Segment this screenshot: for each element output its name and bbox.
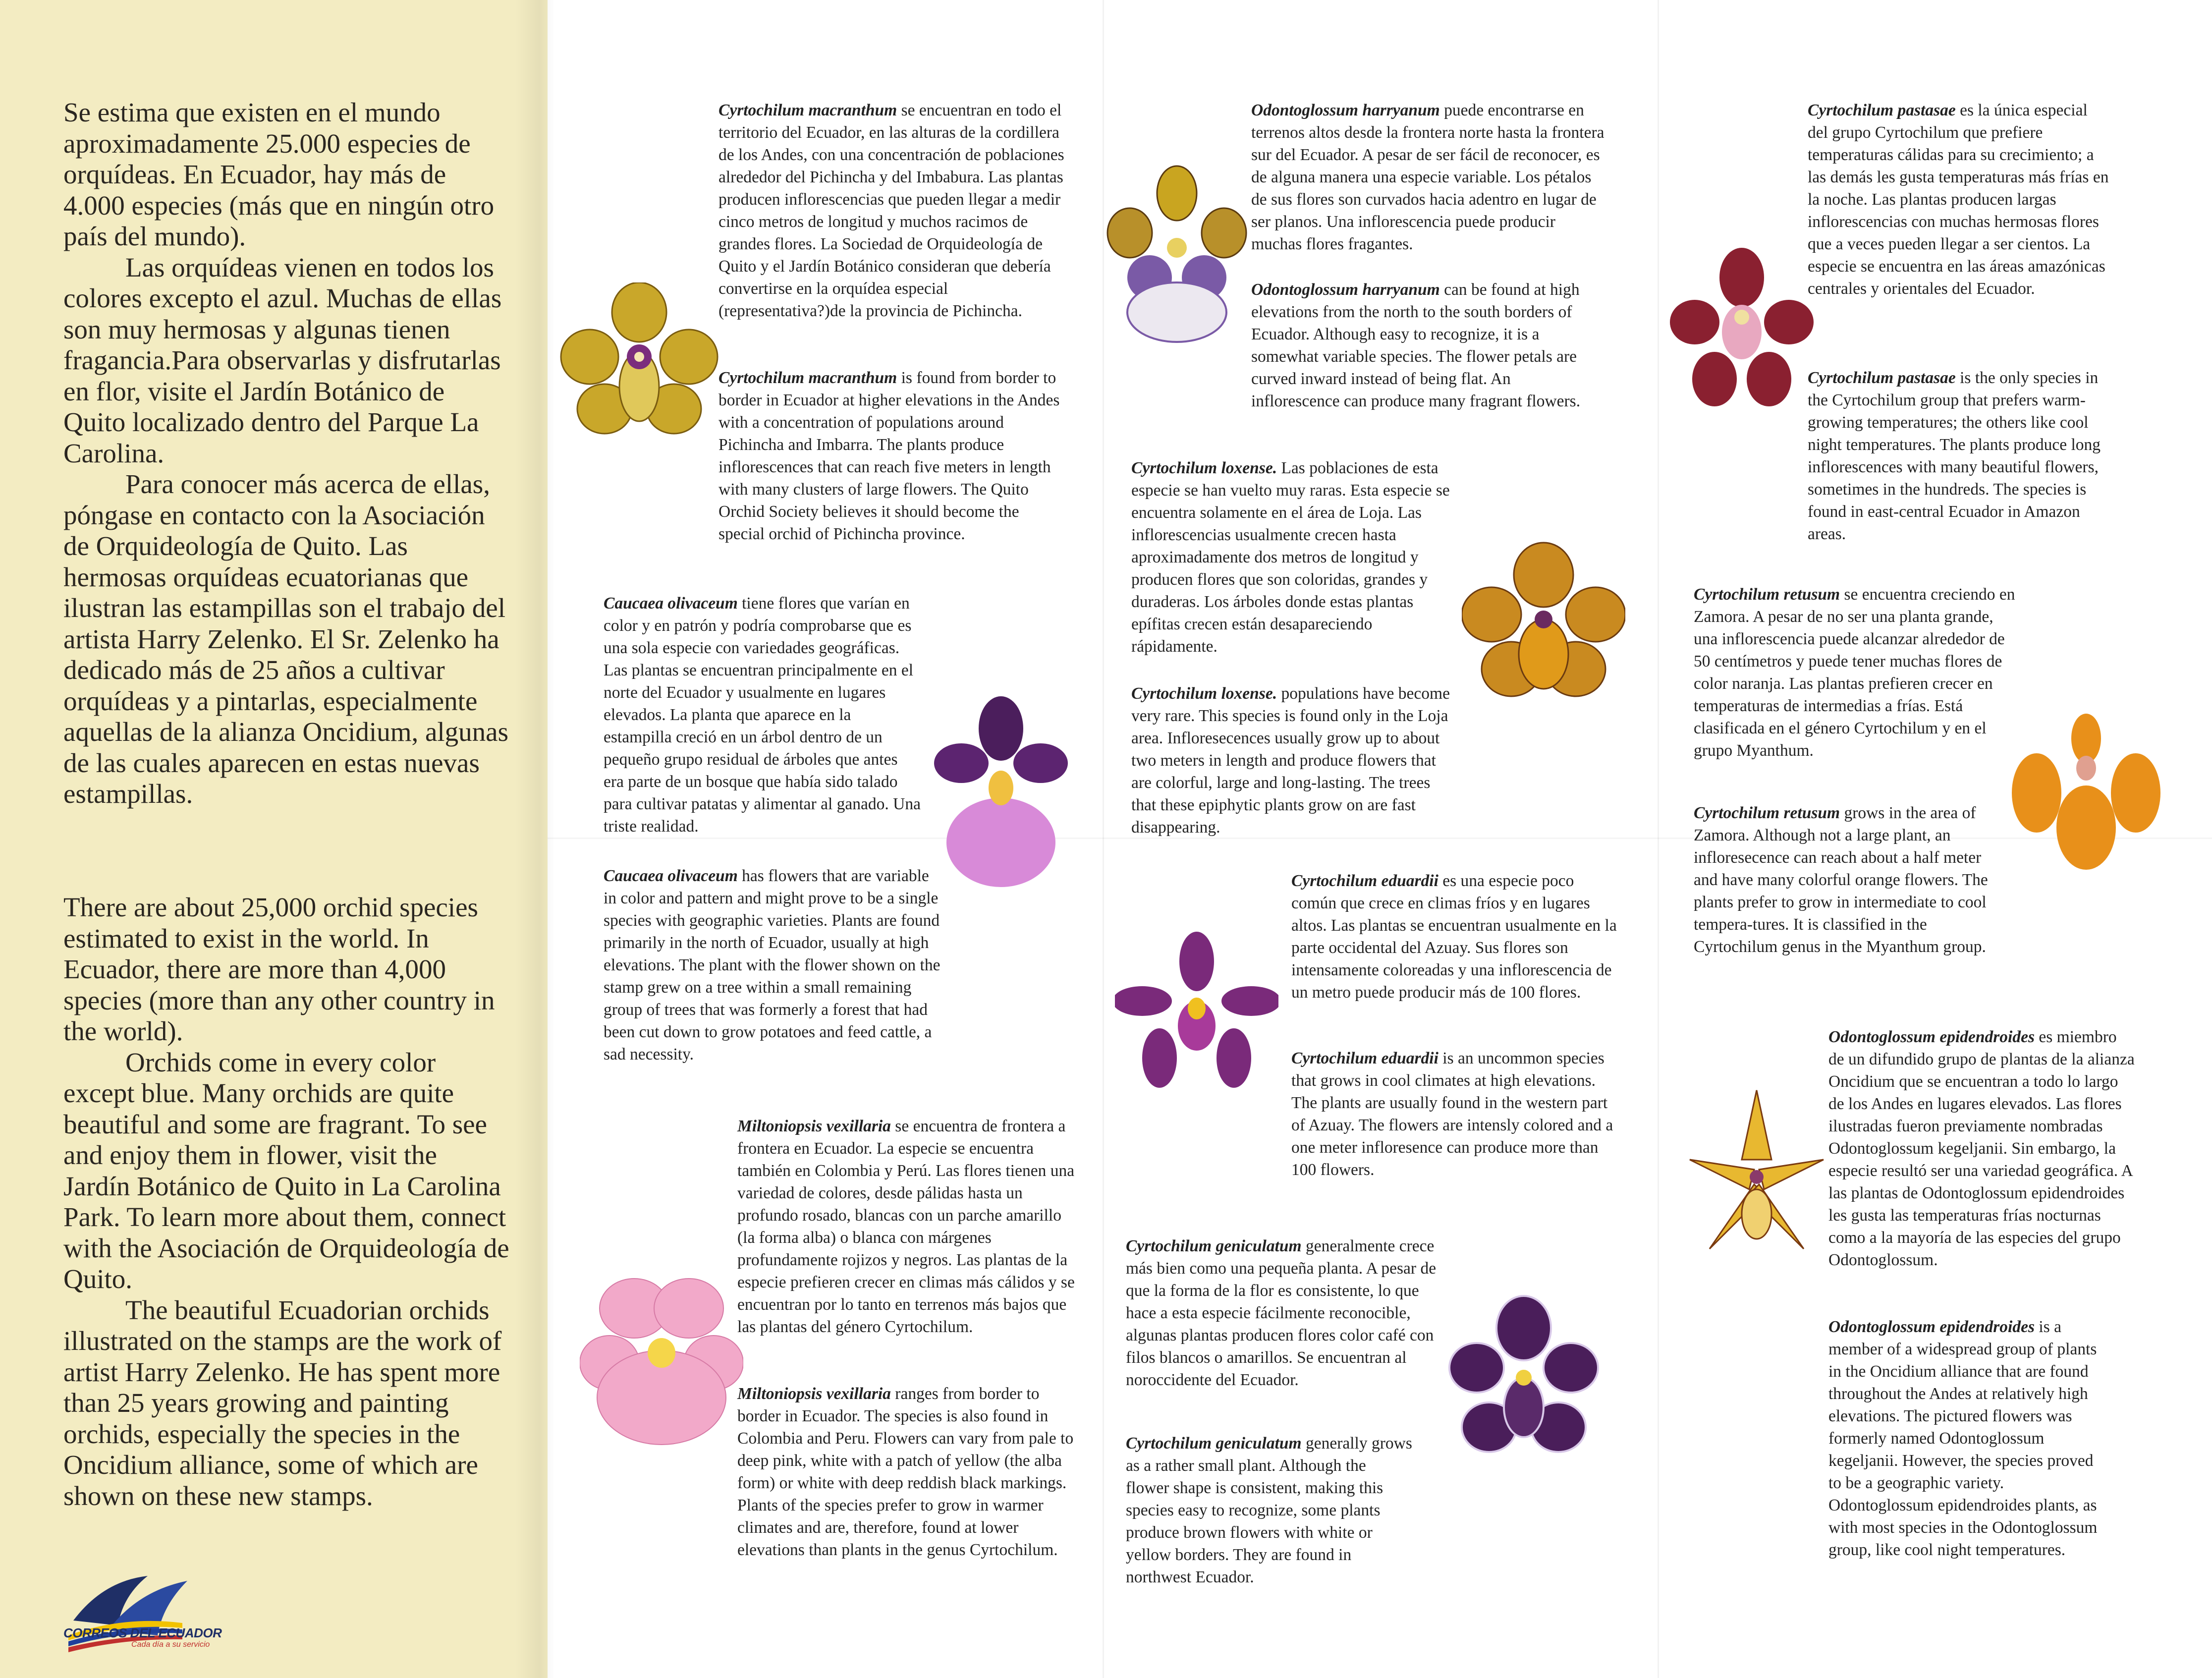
logo-tagline: Cada día a su servicio bbox=[131, 1640, 210, 1649]
species-name: Cyrtochilum eduardii bbox=[1291, 1049, 1438, 1067]
species-name: Cyrtochilum retusum bbox=[1694, 804, 1840, 822]
species-geniculatum-en bbox=[1126, 1432, 1413, 1588]
species-name: Cyrtochilum retusum bbox=[1694, 585, 1840, 604]
harryanum-flower-icon bbox=[1105, 164, 1249, 347]
fold-line bbox=[1103, 0, 1104, 1678]
loxense-flower-icon bbox=[1462, 540, 1625, 704]
species-retusum-en bbox=[1694, 802, 1996, 958]
species-description-es: se encuentra creciendo en Zamora. A pesar de no ser una planta grande, una inflorescencia puede alcanzar alrededor de 50 centímetros y puede tener muchas flores de color naranja. Las plantas prefieren crecer en temperaturas de intermedias a frías. Está clasificada en el género Cyrtochilum y en el grupo Myanthum. bbox=[1694, 585, 2015, 760]
fold-shadow bbox=[515, 0, 555, 1678]
species-name: Cyrtochilum geniculatum bbox=[1126, 1434, 1302, 1453]
epidendroides-flower-icon bbox=[1680, 1085, 1833, 1264]
species-loxense-es bbox=[1131, 457, 1458, 658]
species-olivaceum-en bbox=[604, 865, 945, 1065]
species-name: Cyrtochilum loxense. bbox=[1131, 684, 1277, 703]
species-name: Odontoglossum epidendroides bbox=[1828, 1318, 2035, 1336]
species-loxense-en bbox=[1131, 682, 1458, 839]
logo-name: CORREOS DEL ECUADOR bbox=[63, 1625, 222, 1640]
species-name: Caucaea olivaceum bbox=[604, 594, 738, 613]
species-description-es: se encuentra de frontera a frontera en Ecuador. La especie se encuentra también en Colombia y Perú. Las flores tienen una variedad de colores, desde pálidas hasta un profundo rosado, blancas con un parche amarillo (la forma alba) o blanca con márgenes profundamente rojizos y negros. Las plantas de la especie prefieren crecer en climas más cálidos y se encuentran por lo tanto en terrenos más bajos que las plantas del género Cyrtochilum. bbox=[737, 1117, 1075, 1336]
species-name: Cyrtochilum eduardii bbox=[1291, 872, 1438, 890]
olivaceum-flower-icon bbox=[932, 694, 1070, 892]
species-description-es: es la única especial del grupo Cyrtochilum que prefiere temperaturas cálidas para su crecimiento; a las demás les gusta temperaturas más frías en la noche. Las plantas producen largas inflorescencias con muchas hermosas flores que a veces pueden llegar a ser cientos. La especie se encuentra en las áreas amazónicas centrales y orientales del Ecuador. bbox=[1808, 101, 2109, 298]
macranthum-flower-icon bbox=[560, 282, 719, 441]
species-name: Miltoniopsis vexillaria bbox=[737, 1117, 891, 1135]
species-description-en: populations have become very rare. This species is found only in the Loja area. Infloresecences usually grow up to about two meters in length and produce flowers that are colorful, large and long-lasting. The trees that these epiphytic plants grow on are fast disappearing. bbox=[1131, 684, 1450, 837]
fold-line bbox=[1658, 0, 1659, 1678]
species-description-en: is an uncommon species that grows in cool climates at high elevations. The plants are usually found in the western part of Azuay. The flowers are intensly colored and a one meter infloresence can produce more than 100 flowers. bbox=[1291, 1049, 1613, 1179]
geniculatum-flower-icon bbox=[1447, 1293, 1601, 1472]
species-epidendroides-en bbox=[1828, 1316, 2106, 1561]
species-retusum-es bbox=[1694, 583, 2021, 762]
intro-paragraph: There are about 25,000 orchid species estimated to exist in the world. In Ecuador, there are more than 4,000 species (more than any other country in the world). bbox=[63, 892, 495, 1046]
intro-paragraph: Para conocer más acerca de ellas, póngase en contacto con la Asociación de Orquideología de Quito. Las hermosas orquídeas ecuatorianas que ilustran las estampillas son el trabajo del artista Harry Zelenko. El Sr. Zelenko ha dedicado más de 25 años a cultivar orquídeas y a pintarlas, especialmente aquellas de la alianza Oncidium, algunas de las cuales aparecen en estas nuevas estampillas. bbox=[63, 469, 508, 809]
vexillaria-flower-icon bbox=[580, 1269, 743, 1447]
species-harryanum-es bbox=[1251, 99, 1608, 255]
species-name: Cyrtochilum pastasae bbox=[1808, 369, 1956, 387]
intro-paragraph: Las orquídeas vienen en todos los colores excepto el azul. Muchas de ellas son muy hermosas y algunas tienen fragancia.Para observarlas y disfrutarlas en flor, visite el Jardín Botánico de Quito localizado dentro del Parque La Carolina. bbox=[63, 252, 502, 468]
species-olivaceum-es bbox=[604, 592, 921, 838]
species-name: Odontoglossum epidendroides bbox=[1828, 1028, 2035, 1046]
species-description-es: es miembro de un difundido grupo de plantas de la alianza Oncidium que se encuentran a todo lo largo de los Andes en lugares elevados. Las flores ilustradas fueron previamente nombradas Odontoglossum kegeljanii. Sin embargo, la especie resultó ser una variedad geográfica. A las plantas de Odontoglossum epidendroides les gusta las temperaturas frías nocturnas como a la mayoría de las especies del grupo Odontoglossum. bbox=[1828, 1028, 2135, 1269]
species-epidendroides-es bbox=[1828, 1026, 2136, 1271]
species-name: Caucaea olivaceum bbox=[604, 867, 738, 885]
species-name: Cyrtochilum loxense. bbox=[1131, 459, 1277, 477]
species-description-es: es una especie poco común que crece en climas fríos y en lugares altos. Las plantas se encuentran usualmente en la parte occidental del Azuay. Sus flores son intensamente coloreadas y una inflorescencia de un metro puede producir más de 100 flores. bbox=[1291, 872, 1617, 1002]
retusum-flower-icon bbox=[2012, 714, 2160, 872]
species-description-en: grows in the area of Zamora. Although not a large plant, an infloresecence can reach about a half meter and have many colorful orange flowers. The plants prefer to grow in intermediate to cool tempera-tures. It is classified in the Cyrtochilum genus in the Myanthum group. bbox=[1694, 804, 1988, 956]
species-description-es: puede encontrarse en terrenos altos desde la frontera norte hasta la frontera sur del Ecuador. A pesar de ser fácil de reconocer, es de alguna manera una especie variable. Los pétalos de sus flores son curvados hacia adentro en lugar de ser planos. Una inflorescencia puede producir muchas flores fragantes. bbox=[1251, 101, 1604, 253]
species-macranthum-en bbox=[719, 367, 1065, 545]
species-name: Cyrtochilum macranthum bbox=[719, 101, 897, 119]
eduardii-flower-icon bbox=[1115, 932, 1278, 1095]
species-description-es: se encuentran en todo el territorio del Ecuador, en las alturas de la cordillera de los Andes, con una concentración de poblaciones alrededor del Pichincha y del Imbabura. Las plantas producen inflorescencias que pueden llegar a medir cinco metros de longitud y muchos racimos de grandes flores. La Sociedad de Orquideología de Quito y el Jardín Botánico consideran que debería convertirse en la orquídea especial (representativa?)de la provincia de Pichincha. bbox=[719, 101, 1064, 320]
species-macranthum-es bbox=[719, 99, 1065, 322]
species-vexillaria-es bbox=[737, 1115, 1079, 1338]
species-name: Cyrtochilum pastasae bbox=[1808, 101, 1956, 119]
intro-paragraph: The beautiful Ecuadorian orchids illustrated on the stamps are the work of artist Harry Zelenko. He has spent more than 25 years growing and painting orchids, especially the species in the Oncidium alliance, some of which are shown on these new stamps. bbox=[63, 1294, 502, 1511]
species-pastasae-es bbox=[1808, 99, 2110, 300]
species-eduardii-en bbox=[1291, 1047, 1618, 1181]
species-description-en: can be found at high elevations from the north to the south borders of Ecuador. Although easy to recognize, it is a somewhat variable species. The flower petals are curved inward instead of being flat. An inflorescence can produce many fragrant flowers. bbox=[1251, 280, 1581, 410]
pastasae-flower-icon bbox=[1670, 248, 1814, 411]
species-name: Odontoglossum harryanum bbox=[1251, 101, 1440, 119]
species-description-es: Las poblaciones de esta especie se han vuelto muy raras. Esta especie se encuentra solamente en el área de Loja. Las inflorescencias usualmente crecen hasta aproximadamente dos metros de longitud y producen flores que son coloridas, grandes y duraderas. Los árboles donde estas plantas epífitas crecen están desapareciendo rápidamente. bbox=[1131, 459, 1450, 656]
species-description-en: is the only species in the Cyrtochilum group that prefers warm-growing temperatures; the others like cool night temperatures. The plants produce long inflorescences with many beautiful flowers, sometimes in the hundreds. The species is found in east-central Ecuador in Amazon areas. bbox=[1808, 369, 2101, 543]
species-description-es: generalmente crece más bien como una pequeña planta. A pesar de que la forma de la flor es consistente, lo que hace a esta especie fácilmente reconocible, algunas plantas producen flores color café con filos blancos o amarillos. Se encuentran al noroccidente del Ecuador. bbox=[1126, 1237, 1437, 1389]
species-name: Miltoniopsis vexillaria bbox=[737, 1385, 891, 1403]
species-description-en: is found from border to border in Ecuador at higher elevations in the Andes with a concentration of populations around Pichincha and Imbarra. The plants produce inflorescences that can reach five meters in length with many clusters of large flowers. The Quito Orchid Society believes it should become the special orchid of Pichincha province. bbox=[719, 369, 1060, 543]
species-description-en: is a member of a widespread group of plants in the Oncidium alliance that are found throughout the Andes at relatively high elevations. The pictured flowers was formerly named Odontoglossum kegeljanii. However, the species proved to be a geographic variety. Odontoglossum epidendroides plants, as with most species in the Odontoglossum group, like cool night temperatures. bbox=[1828, 1318, 2098, 1559]
intro-english bbox=[63, 892, 509, 1511]
species-name: Cyrtochilum geniculatum bbox=[1126, 1237, 1302, 1255]
species-description-en: ranges from border to border in Ecuador. The species is also found in Colombia and Peru. Flowers can vary from pale to deep pink, white with a patch of yellow (the alba form) or white with deep reddish black markings. Plants of the species prefer to grow in warmer climates and are, therefore, found at lower elevations than plants in the genus Cyrtochilum. bbox=[737, 1385, 1074, 1559]
species-geniculatum-es bbox=[1126, 1235, 1443, 1391]
intro-paragraph: Se estima que existen en el mundo aproximadamente 25.000 especies de orquídeas. En Ecuador, hay más de 4.000 especies (más que en ningún otro país del mundo). bbox=[63, 97, 495, 251]
species-description-en: generally grows as a rather small plant. Although the flower shape is consistent, making this species easy to recognize, some plants produce brown flowers with white or yellow borders. They are found in northwest Ecuador. bbox=[1126, 1434, 1412, 1586]
species-name: Odontoglossum harryanum bbox=[1251, 280, 1440, 299]
species-vexillaria-en bbox=[737, 1383, 1079, 1561]
species-harryanum-en bbox=[1251, 279, 1593, 412]
intro-paragraph: Orchids come in every color except blue. Many orchids are quite beautiful and some are fragrant. To see and enjoy them in flower, visit the Jardín Botánico de Quito in La Carolina Park. To learn more about them, connect with the Asociación de Orquideología de Quito. bbox=[63, 1047, 509, 1294]
species-description-en: has flowers that are variable in color and pattern and might prove to be a single species with geographic varieties. Plants are found primarily in the north of Ecuador, usually at high elevations. The plant with the flower shown on the stamp grew on a tree within a small remaining group of trees that was formerly a forest that had been cut down to grow potatoes and feed cattle, a sad necessity. bbox=[604, 867, 940, 1063]
species-pastasae-en bbox=[1808, 367, 2115, 545]
species-name: Cyrtochilum macranthum bbox=[719, 369, 897, 387]
species-description-es: tiene flores que varían en color y en patrón y podría comprobarse que es una sola especie con variedades geográficas. Las plantas se encuentran principalmente en el norte del Ecuador y usualmente en lugares elevados. La planta que aparece en la estampilla creció en un árbol dentro de un pequeño grupo residual de árboles que antes era parte de un bosque que había sido talado para cultivar patatas y alimentar al ganado. Una triste realidad. bbox=[604, 594, 921, 836]
intro-spanish bbox=[63, 97, 509, 810]
species-eduardii-es bbox=[1291, 870, 1618, 1004]
